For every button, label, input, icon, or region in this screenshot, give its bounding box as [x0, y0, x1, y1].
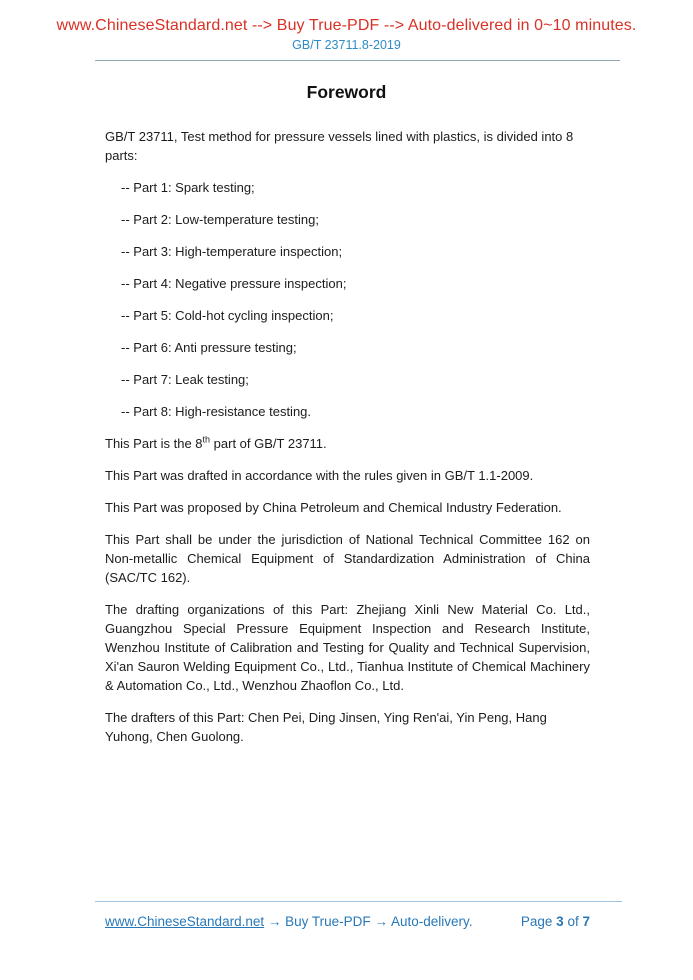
footer-delivery-text: Auto-delivery.: [390, 914, 473, 929]
total-page-number: 7: [582, 914, 590, 929]
current-page-number: 3: [556, 914, 564, 929]
footer-arrow-icon: →: [267, 914, 282, 929]
footer-buy-text: Buy True-PDF: [285, 914, 371, 929]
list-item: -- Part 3: High-temperature inspection;: [121, 244, 343, 259]
footer-promo: [105, 914, 472, 929]
page-header: [0, 0, 693, 53]
list-item: -- Part 4: Negative pressure inspection;: [121, 276, 347, 291]
list-item: -- Part 5: Cold-hot cycling inspection;: [121, 308, 334, 323]
list-item: -- Part 2: Low-temperature testing;: [121, 212, 319, 227]
jurisdiction-paragraph: This Part shall be under the jurisdiction of National Technical Committee 162 on Non-metallic Chemical Equipment of Standardization Administration of China (SAC/TC 162).: [105, 532, 590, 585]
footer-arrow-icon: →: [374, 914, 388, 929]
list-item: -- Part 1: Spark testing;: [121, 180, 255, 195]
of-label: of: [567, 914, 579, 929]
page-footer: [105, 914, 590, 929]
list-item: -- Part 7: Leak testing;: [121, 372, 249, 387]
drafting-organizations-paragraph: The drafting organizations of this Part: Zhejiang Xinli New Material Co. Ltd., Guangzhou Special Pressure Equipment Inspection and Research Institute, Wenzhou Institute of Calibration and Testing for Quality and Technical Supervision, Xi'an Sauron Welding Equipment Co., Ltd., Tianhua Institute of Chemical Machinery & Automation Co., Ltd., Wenzhou Zhaoflon Co., Ltd.: [105, 602, 590, 693]
drafters-paragraph: The drafters of this Part: Chen Pei, Ding Jinsen, Ying Ren'ai, Yin Peng, Hang Yuhong, Chen Guolong.: [105, 710, 547, 744]
proposed-paragraph: This Part was proposed by China Petroleum and Chemical Industry Federation.: [105, 500, 562, 515]
promo-banner-text: www.ChineseStandard.net --> Buy True-PDF --> Auto-delivered in 0~10 minutes.: [56, 17, 637, 34]
part-position-suffix: part of GB/T 23711.: [210, 436, 327, 451]
page-title: Foreword: [306, 82, 387, 102]
footer-site-link[interactable]: www.ChineseStandard.net: [105, 914, 265, 929]
drafted-paragraph: This Part was drafted in accordance with the rules given in GB/T 1.1-2009.: [105, 468, 534, 483]
part-position-prefix: This Part is the 8: [105, 436, 203, 451]
document-body: [105, 127, 590, 746]
footer-divider: [95, 901, 622, 902]
list-item: -- Part 6: Anti pressure testing;: [121, 340, 297, 355]
standard-code-label: GB/T 23711.8-2019: [292, 38, 401, 52]
list-item: -- Part 8: High-resistance testing.: [121, 404, 312, 419]
ordinal-superscript: th: [202, 434, 211, 445]
parts-list: [121, 178, 590, 421]
page-indicator: [521, 914, 590, 929]
intro-paragraph: GB/T 23711, Test method for pressure vessels lined with plastics, is divided into 8 parts:: [105, 129, 574, 163]
header-divider: [95, 60, 620, 61]
part-position-paragraph: [105, 434, 590, 453]
page-label: Page: [520, 914, 553, 929]
